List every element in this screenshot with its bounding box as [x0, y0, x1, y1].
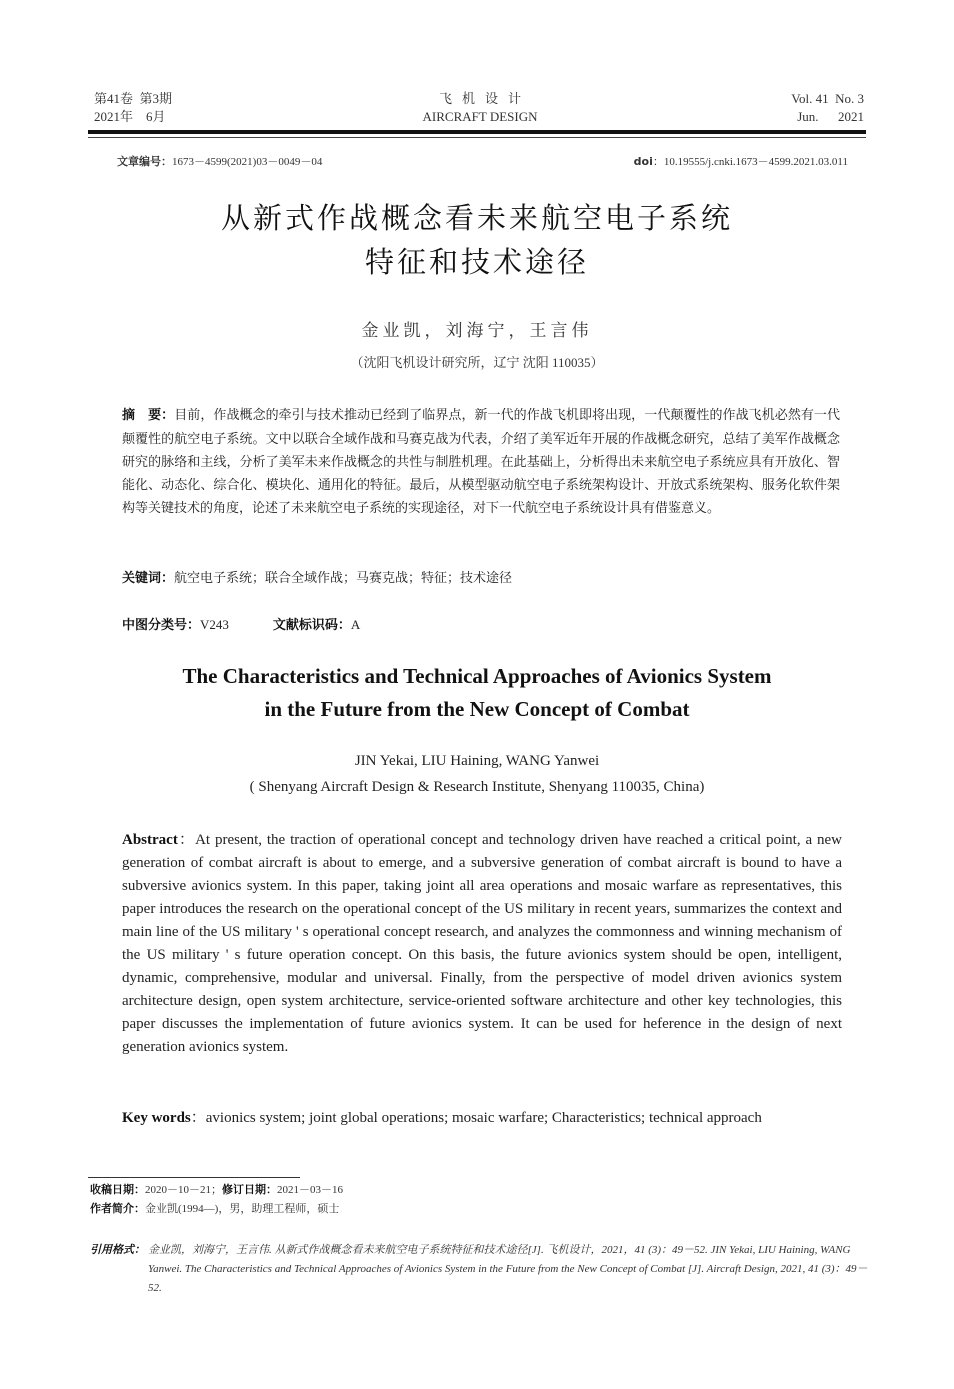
keywords-en-sep: ： [190, 1110, 206, 1126]
abstract-en-text: At present, the traction of operational concept and technology driven have reached a critical point, a new generation of combat aircraft is about to emerge, and a subversive generation of combat aircraft is bound to have a subversive avionics system. In this paper, taking joint all area operations and mosaic warfare as representatives, this paper introduces the research on the operational concept of the US military in recent years, summarizes the context and main line of the US military ' s operational concept research, and analyzes the commonness and winning mechanism of the US military ' s future operation concept. On this basis, the future avionics system should be open, intelligent, dynamic, comprehensive, modular and universal. Finally, from the perspective of model driven avionics system architecture design, open system architecture, service-oriented software architecture and other key technologies, this paper discusses the implementation of future avionics system. It can be used for heference in the design of next generation avionics system. [122, 832, 842, 1055]
citation [90, 1240, 880, 1298]
keywords-cn-label: 关键词： [122, 571, 175, 586]
footnote-rule [88, 1177, 300, 1178]
article-number-label: 文章编号： [117, 155, 172, 168]
abstract-cn-text: 目前，作战概念的牵引与技术推动已经到了临界点，新一代的作战飞机即将出现，一代颠覆性的作战飞机必然有一代颠覆性的航空电子系统。文中以联合全域作战和马赛克战为代表，介绍了美军近年开展的作战概念研究，总结了美军作战概念研究的脉络和主线，分析了美军未来作战概念的共性与制胜机理。在此基础上，分析得出未来航空电子系统应具有开放化、智能化、动态化、综合化、模块化、通用化的特征。最后，从模型驱动航空电子系统架构设计、开放式系统架构、服务化软件架构等关键技术的角度，论述了未来航空电子系统的实现途径，对下一代航空电子系统设计具有借鉴意义。 [122, 407, 840, 515]
authors-cn: 金业凯，刘海宁，王言伟 [361, 321, 593, 340]
keywords-cn [122, 567, 512, 586]
journal-name-cn: 飞机设计 [438, 91, 531, 106]
title-cn [0, 196, 954, 284]
title-en [0, 660, 954, 726]
abstract-en-sep: ： [177, 832, 196, 848]
header-date-en: Jun. 2021 [797, 109, 864, 124]
keywords-en-text: avionics system; joint global operations; mosaic warfare; Characteristics; technical approach [205, 1110, 762, 1126]
keywords-cn-text: 航空电子系统；联合全域作战；马赛克战；特征；技术途径 [174, 570, 513, 585]
clc-label: 中图分类号： [122, 618, 201, 633]
keywords-en-label: Key words [122, 1110, 191, 1126]
doc-code-label: 文献标识码： [272, 618, 351, 633]
article-number [117, 153, 322, 169]
doi [634, 153, 848, 169]
header-rule-thick [88, 130, 866, 134]
clc-value: V243 [200, 617, 229, 632]
title-en-line1: The Characteristics and Technical Approaches of Avionics System [182, 664, 772, 688]
citation-label: 引用格式： [90, 1243, 145, 1256]
keywords-en [122, 1107, 842, 1130]
abstract-cn-label: 摘 要： [122, 408, 175, 423]
footnote-dates [90, 1181, 343, 1199]
abstract-en [122, 829, 842, 1059]
doi-value: ：10.19555/j.cnki.1673－4599.2021.03.011 [652, 156, 848, 168]
header-volume-issue-en: Vol. 41 No. 3 [791, 91, 864, 106]
revised-label: 修订日期： [222, 1183, 277, 1196]
abstract-en-label: Abstract [122, 832, 178, 848]
title-cn-line2: 特征和技术途径 [364, 245, 589, 279]
header-volume-issue-cn: 第41卷 第3期 [94, 91, 173, 106]
article-number-value: 1673－4599(2021)03－0049－04 [172, 156, 323, 168]
authors-en: JIN Yekai, LIU Haining, WANG Yanwei [354, 753, 600, 769]
bio-label: 作者简介： [90, 1202, 145, 1215]
affiliation-en: ( Shenyang Aircraft Design & Research Institute, Shenyang 110035, China) [249, 779, 705, 795]
journal-name-en: AIRCRAFT DESIGN [422, 109, 538, 124]
header-center [380, 90, 580, 126]
abstract-cn [122, 403, 840, 519]
header-rule-thin [88, 137, 866, 138]
citation-text: 金业凯，刘海宁，王言伟. 从新式作战概念看未来航空电子系统特征和技术途径[J]. 飞机设计，2021，41 (3)：49－52. JIN Yekai, LIU Haining, WANG Yanwei. The Characteristics and Technical Approaches of Avionics System in the Future from the New Concept of Combat [J]. Aircraft Design, 2021, 41 (3)：49－52. [148, 1244, 868, 1294]
classification [122, 614, 360, 633]
bio-text: 金业凯(1994—)，男，助理工程师，硕士 [145, 1203, 340, 1215]
title-en-line2: in the Future from the New Concept of Combat [264, 697, 690, 721]
doi-label: doi [633, 155, 653, 168]
footnote-author-bio [90, 1200, 339, 1218]
header-left [94, 90, 172, 126]
received-date: 2020－10－21； [145, 1184, 222, 1196]
header-right [791, 90, 864, 126]
doc-code-value: A [350, 617, 361, 632]
affiliation-cn: （沈阳飞机设计研究所，辽宁 沈阳 110035） [350, 355, 604, 370]
revised-date: 2021－03－16 [277, 1184, 343, 1196]
header-date-cn: 2021年 6月 [94, 109, 166, 124]
received-label: 收稿日期： [90, 1183, 145, 1196]
title-cn-line1: 从新式作战概念看未来航空电子系统 [220, 201, 733, 235]
